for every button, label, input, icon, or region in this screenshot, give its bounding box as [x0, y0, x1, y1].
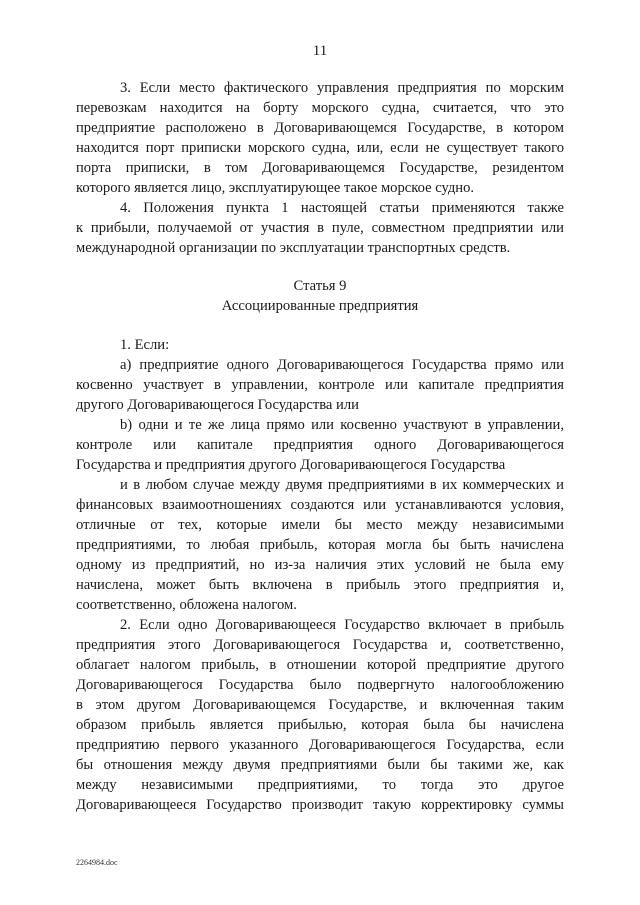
text-line: 1. Если:	[120, 337, 170, 353]
text-line: соответственно, обложена налогом.	[76, 597, 297, 613]
text-line: бы отношения между двумя предприятиями были бы такими же, как	[76, 757, 564, 773]
text-line: облагает налогом прибыль, в отношении которой предприятие другого	[76, 657, 564, 673]
article-heading	[76, 276, 564, 316]
text-line: 3. Если место фактического управления предприятия по морским	[120, 80, 564, 96]
text-line: предприятию первого указанного Договаривающегося Государства, если	[76, 737, 564, 753]
text-line: Договаривающееся Государство производит такую корректировку суммы	[76, 797, 564, 813]
text-line: которого является лицо, эксплуатирующее такое морское судно.	[76, 180, 475, 196]
text-line: финансовых взаимоотношениях создаются или устанавливаются условия,	[76, 497, 564, 513]
text-line: к прибыли, получаемой от участия в пуле, совместном предприятии или	[76, 220, 564, 236]
text-line: контроле или капитале предприятия одного Договаривающегося	[76, 437, 564, 453]
text-line: перевозкам находится на борту морского судна, считается, что это	[76, 100, 564, 116]
text-line: другого Договаривающегося Государства или	[76, 397, 359, 413]
text-line: находится порт приписки морского судна, или, если не существует такого	[76, 140, 564, 156]
text-line: одному из предприятий, но из-за наличия этих условий не была ему	[76, 557, 564, 573]
text-line: в этом другом Договаривающемся Государстве, и включенная таким	[76, 697, 564, 713]
text-line: косвенно участвует в управлении, контроле или капитале предприятия	[76, 377, 564, 393]
text-line: Договаривающегося Государства было подвергнуто налогообложению	[76, 677, 564, 693]
text-line: 2. Если одно Договаривающееся Государство включает в прибыль	[120, 617, 564, 633]
paragraph-3	[76, 78, 564, 198]
text-line: a) предприятие одного Договаривающегося Государства прямо или	[120, 357, 564, 373]
text-line: отличные от тех, которые имели бы место между независимыми	[76, 517, 564, 533]
page-number: 11	[312, 43, 328, 59]
document-body	[76, 78, 564, 815]
text-line: предприятиями, то любая прибыль, которая могла бы быть начислена	[76, 537, 564, 553]
text-line: предприятия этого Договаривающегося Государства и, соответственно,	[76, 637, 564, 653]
text-line: начислена, может быть включена в прибыль этого предприятия и,	[76, 577, 564, 593]
article-paragraph-2	[76, 615, 564, 815]
text-line: международной организации по эксплуатации транспортных средств.	[76, 240, 511, 256]
document-filename: 2264984.doc	[76, 858, 118, 867]
text-line: b) одни и те же лица прямо или косвенно участвуют в управлении,	[120, 417, 564, 433]
text-line: 4. Положения пункта 1 настоящей статьи применяются также	[120, 200, 564, 216]
paragraph-4	[76, 198, 564, 258]
text-line: и в любом случае между двумя предприятиями в их коммерческих и	[120, 477, 564, 493]
text-line: предприятие расположено в Договаривающемся Государстве, в котором	[76, 120, 564, 136]
text-line: образом прибыль является прибылью, которая была бы начислена	[76, 717, 564, 733]
article-paragraph-1	[76, 335, 564, 615]
article-title: Ассоциированные предприятия	[221, 298, 419, 314]
text-line: между независимыми предприятиями, то тогда это другое	[76, 777, 564, 793]
article-number: Статья 9	[293, 278, 347, 294]
text-line: порта приписки, в том Договаривающемся Государстве, резидентом	[76, 160, 564, 176]
text-line: Государства и предприятия другого Договаривающегося Государства	[76, 457, 506, 473]
